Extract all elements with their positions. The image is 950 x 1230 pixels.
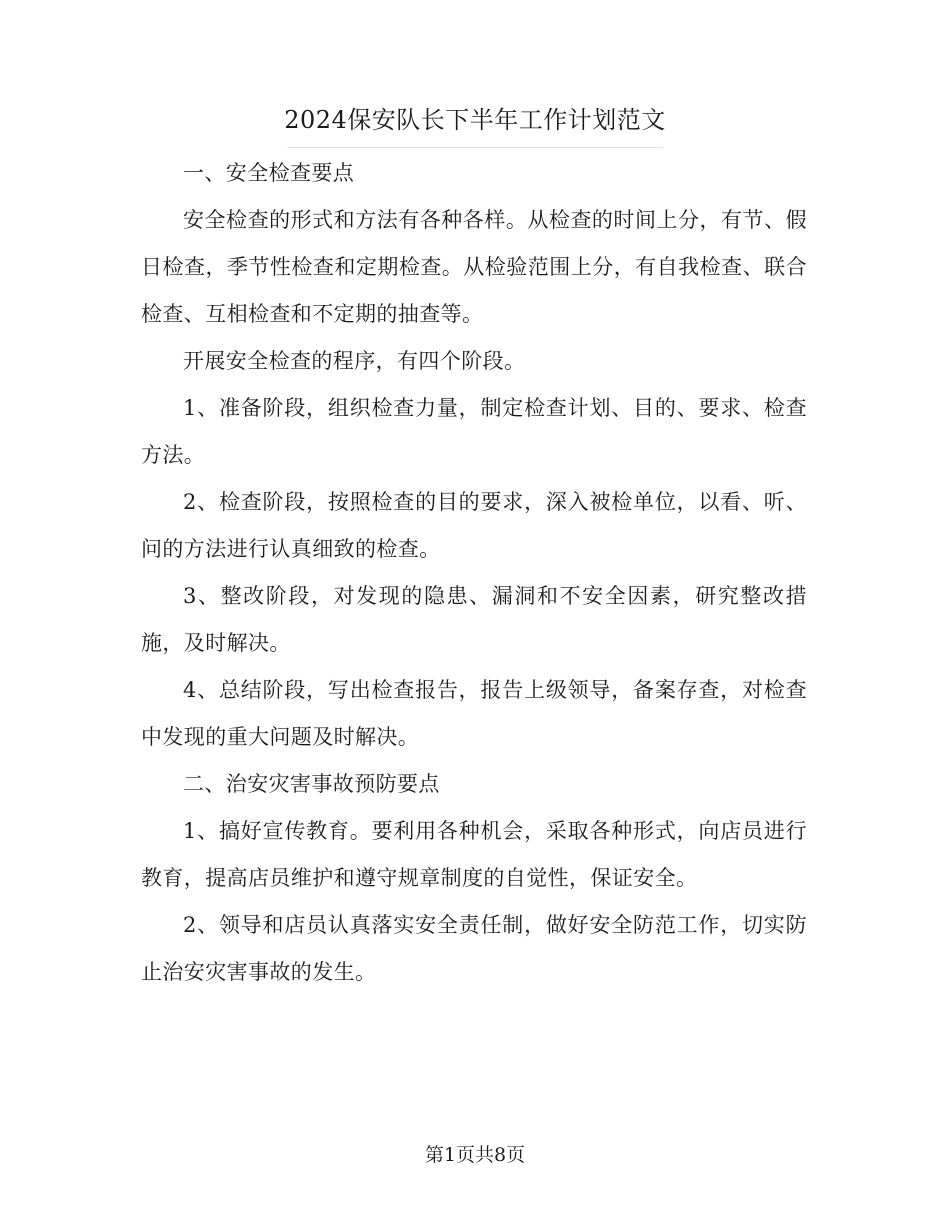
title-underline [287,147,663,148]
page-number-footer: 第1页共8页 [424,1144,526,1166]
paragraph: 开展安全检查的程序，有四个阶段。 [183,349,526,373]
section-heading-2: 二、治安灾害事故预防要点 [183,772,440,796]
list-item: 4、总结阶段，写出检查报告，报告上级领导，备案存查，对检查中发现的重大问题及时解决。 [141,678,807,749]
document-body [141,150,807,996]
list-item: 3、整改阶段，对发现的隐患、漏洞和不安全因素，研究整改措施，及时解决。 [141,584,807,655]
list-item: 1、搞好宣传教育。要利用各种机会，采取各种形式，向店员进行教育，提高店员维护和遵守规章制度的自觉性，保证安全。 [141,819,807,890]
list-item: 2、领导和店员认真落实安全责任制，做好安全防范工作，切实防止治安灾害事故的发生。 [141,913,807,984]
paragraph: 安全检查的形式和方法有各种各样。从检查的时间上分，有节、假日检查，季节性检查和定期检查。从检验范围上分，有自我检查、联合检查、互相检查和不定期的抽查等。 [141,208,807,326]
section-heading-1: 一、安全检查要点 [183,161,355,185]
list-item: 2、检查阶段，按照检查的目的要求，深入被检单位，以看、听、问的方法进行认真细致的检查。 [141,490,807,561]
list-item: 1、准备阶段，组织检查力量，制定检查计划、目的、要求、检查方法。 [141,396,807,467]
document-title: 2024保安队长下半年工作计划范文 [284,106,666,134]
